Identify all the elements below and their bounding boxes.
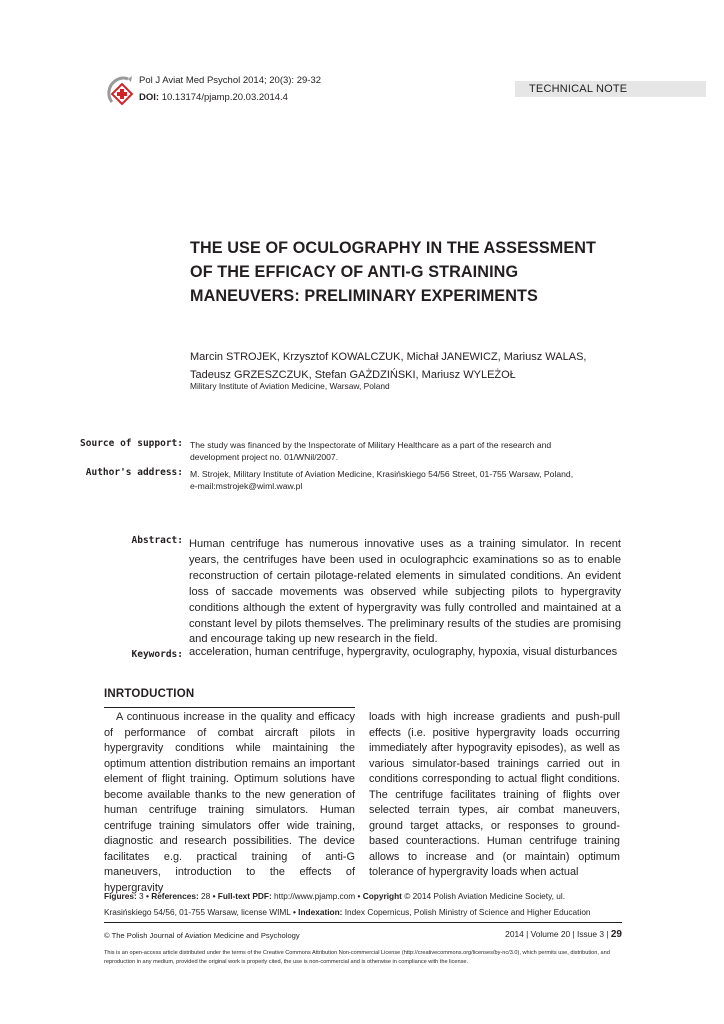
journal-logo-icon bbox=[106, 74, 136, 108]
figures-count: 3 bbox=[139, 891, 144, 901]
title-line-3: MANEUVERS: PRELIMINARY EXPERIMENTS bbox=[190, 287, 538, 305]
copyright-label: Copyright bbox=[362, 891, 402, 901]
body-column-left: A continuous increase in the quality and efficacy of performance of combat aircraft pilots in hypergravity conditions while maintaining the optimum attention distribution remains an important element of flight training. Optimum solutions have become available thanks to the new generation of human centrifuge training simulators. Human centrifuge training simulators offer wide training, diagnostic and research possibilities. The device facilitates e.g. practical training of anti-G maneuvers, introduction to the effects of hypergravity bbox=[104, 711, 355, 894]
keywords-label: Keywords: bbox=[131, 649, 183, 660]
license-notice: This is an open-access article distributed under the terms of the Creative Commons Attribution Non-commercial License (http://creativecommons.org/licenses/by-nc/3.0), which permits use, distribution, and reproduction in any medium, provided the original work is properly cited, the use is non-commercial and is otherwise in compliance with the license. bbox=[104, 950, 610, 965]
title-line-1: THE USE OF OCULOGRAPHY IN THE ASSESSMENT bbox=[190, 239, 597, 257]
indexation-text: Index Copernicus, Polish Ministry of Science and Higher Education bbox=[344, 907, 591, 917]
support-line-1: The study was financed by the Inspectorate of Military Healthcare as a part of the research and bbox=[190, 440, 552, 450]
affiliation: Military Institute of Aviation Medicine, Warsaw, Poland bbox=[190, 381, 390, 391]
references-count: 28 bbox=[201, 891, 211, 901]
section-tag: TECHNICAL NOTE bbox=[515, 81, 706, 97]
title-line-2: OF THE EFFICACY OF ANTI-G STRAINING bbox=[190, 263, 519, 281]
authors-line-1: Marcin STROJEK, Krzysztof KOWALCZUK, Michał JANEWICZ, Mariusz WALAS, bbox=[190, 351, 587, 363]
abstract-text: Human centrifuge has numerous innovative uses as a training simulator. In recent years, the centrifuges have been used in oculographcic examinations so as to enable reconstruction of certain pilotage-related elements in simulated conditions. An evident loss of saccade movements was observed while subjecting pilots to hypergravity conditions although the extent of hypergravity was fully controlled and maintained at a constant level by pilots themselves. The preliminary results of the studies are promising and encourage taking up new research in the field. bbox=[189, 538, 621, 646]
journal-citation: Pol J Aviat Med Psychol 2014; 20(3): 29-32 bbox=[139, 75, 322, 86]
article-info-footer: Figures: 3 • References: 28 • Full-text PDF: http://www.pjamp.com • Copyright © 2014 Polish Aviation Medicine Society, ul. Krasińskiego 54/56, 01-755 Warsaw, license WIML • Indexation: Index Copernicus, Polish Ministry of Science and Higher Education bbox=[104, 891, 591, 917]
author-list bbox=[190, 348, 610, 384]
abstract-label: Abstract: bbox=[131, 535, 183, 546]
author-email[interactable]: e-mail:mstrojek@wiml.waw.pl bbox=[190, 481, 303, 491]
address-line-1: M. Strojek, Military Institute of Aviation Medicine, Krasińskiego 54/56 Street, 01-755 Warsaw, Poland, bbox=[190, 469, 574, 479]
references-label: References: bbox=[151, 891, 199, 901]
keywords-text: acceleration, human centrifuge, hypergravity, oculography, hypoxia, visual disturbances bbox=[189, 646, 618, 658]
support-text bbox=[190, 439, 610, 463]
volume-info bbox=[470, 929, 622, 940]
copyright-text: © 2014 Polish Aviation Medicine Society, ul. bbox=[404, 891, 566, 901]
journal-copyright: © The Polish Journal of Aviation Medicine and Psychology bbox=[104, 931, 300, 940]
volume-issue: 2014 | Volume 20 | Issue 3 | bbox=[505, 929, 609, 939]
address-label: Author's address: bbox=[85, 467, 183, 478]
section-heading: INRTODUCTION bbox=[104, 688, 195, 700]
footer-divider bbox=[104, 922, 622, 923]
address-text bbox=[190, 468, 610, 492]
doi-link[interactable]: 10.13174/pjamp.20.03.2014.4 bbox=[161, 92, 288, 103]
page-number: 29 bbox=[610, 929, 622, 940]
fulltext-label: Full-text PDF: bbox=[217, 891, 272, 901]
indexation-label: Indexation: bbox=[298, 907, 343, 917]
figures-label: Figures: bbox=[104, 891, 137, 901]
authors-line-2: Tadeusz GRZESZCZUK, Stefan GAŻDZIŃSKI, Mariusz WYLEŻOŁ bbox=[190, 369, 516, 381]
article-title bbox=[190, 236, 630, 308]
copyright-address: Krasińskiego 54/56, 01-755 Warsaw, license WIML bbox=[104, 907, 291, 917]
support-label: Source of support: bbox=[80, 438, 183, 449]
doi-label: DOI: bbox=[139, 92, 160, 103]
section-divider bbox=[104, 707, 355, 708]
body-column-right: loads with high increase gradients and push-pull effects (i.e. positive hypergravity loads occurring immediately after hypogravity episodes), as well as various simulator-based trainings carried out in conditions corresponding to actual flight conditions. The centrifuge facilitates training of flights over selected terrain types, air combat maneuvers, ground target attacks, or responses to ground-based counteractions. Human centrifuge training allows to increase and (or maintain) optimum tolerance of hypergravity loads when actual bbox=[369, 711, 620, 878]
doi-line bbox=[139, 92, 288, 103]
fulltext-link[interactable]: http://www.pjamp.com bbox=[274, 891, 356, 901]
support-line-2: development project no. 01/WNil/2007. bbox=[190, 452, 339, 462]
